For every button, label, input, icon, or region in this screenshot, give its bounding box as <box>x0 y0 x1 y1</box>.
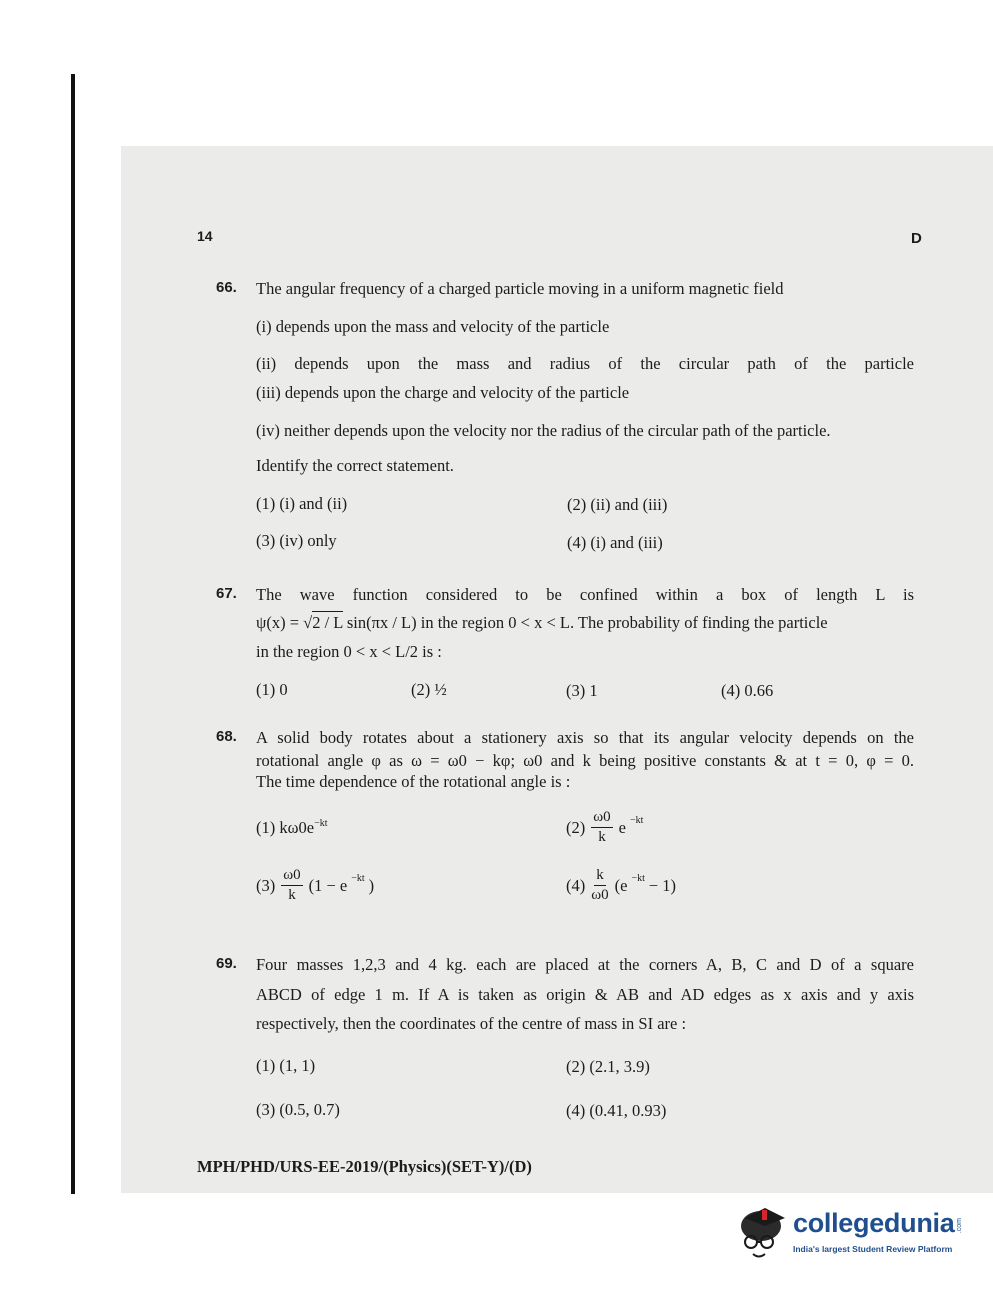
option-4[interactable]: (4) (0.41, 0.93) <box>566 1101 667 1120</box>
brand-suffix: .com <box>956 1218 963 1234</box>
option-2[interactable]: (2) (ii) and (iii) <box>567 495 668 514</box>
sqrt-argument: 2 / L <box>312 613 343 632</box>
fraction: $\frac{\omega 0}{k}$ <box>593 809 611 845</box>
expression: kω0e <box>279 818 315 837</box>
option-4[interactable]: (4) 0.66 <box>721 681 774 700</box>
question-stem-line-2: rotational angle φ as ω = ω0 − kφ; ω0 and k being positive constants & at t = 0, φ = 0. <box>256 751 914 770</box>
option-2[interactable]: (2) (2.1, 3.9) <box>566 1057 650 1076</box>
wave-function-rhs: sin(πx / L) in the region 0 < x < L. The probability of finding the particle <box>342 613 828 632</box>
option-2[interactable]: (2) $\frac{\omega 0}{k}$ e −kt <box>566 809 644 845</box>
question-number: 68. <box>216 728 237 745</box>
sqrt-symbol: √ <box>303 613 313 632</box>
question-stem: The angular frequency of a charged particle moving in a uniform magnetic field <box>256 279 784 298</box>
exam-code-footer: MPH/PHD/URS-EE-2019/(Physics)(SET-Y)/(D) <box>197 1157 532 1176</box>
brand-name: collegedunia <box>793 1208 955 1238</box>
question-stem-line-1: Four masses 1,2,3 and 4 kg. each are placed at the corners A, B, C and D of a square <box>256 955 914 974</box>
question-stem-line-2: ABCD of edge 1 m. If A is taken as origin & AB and AD edges as x axis and y axis <box>256 985 914 1004</box>
option-1[interactable]: (1) 0 <box>256 680 288 699</box>
question-stem-line-3: respectively, then the coordinates of the centre of mass in SI are : <box>256 1014 687 1033</box>
option-1[interactable]: (1) (1, 1) <box>256 1056 316 1075</box>
option-3[interactable]: (3) (0.5, 0.7) <box>256 1100 340 1119</box>
statement-iii: (iii) depends upon the charge and velocity of the particle <box>256 383 630 402</box>
question-stem-line-3: in the region 0 < x < L/2 is : <box>256 642 442 661</box>
question-stem-line-1: The wave function considered to be confined within a box of length L is <box>256 585 914 604</box>
set-letter: D <box>911 230 922 247</box>
option-2[interactable]: (2) ½ <box>411 680 447 699</box>
question-stem-line-3: The time dependence of the rotational angle is : <box>256 772 571 791</box>
option-4[interactable]: (4) $\frac{k}{\omega 0}$ (e −kt − 1) <box>566 867 677 903</box>
option-1[interactable]: (1) $k\omega 0e^{-kt}$ <box>256 818 328 837</box>
question-stem-line-1: A solid body rotates about a stationery axis so that its angular velocity depends on the <box>256 728 914 747</box>
brand-tagline: India's largest Student Review Platform <box>793 1244 953 1254</box>
statement-iv: (iv) neither depends upon the velocity nor the radius of the circular path of the particle. <box>256 421 831 440</box>
question-stem-line-2 <box>256 613 828 633</box>
question-number: 69. <box>216 955 237 972</box>
option-1[interactable]: (1) (i) and (ii) <box>256 494 348 513</box>
question-number: 67. <box>216 585 237 602</box>
fraction: $\frac{\omega 0}{k}$ <box>283 867 301 903</box>
scan-edge <box>71 74 75 1194</box>
option-3[interactable]: (3) $\frac{\omega 0}{k}$ (1 − e −kt ) <box>256 867 375 903</box>
exponent: −kt <box>314 818 328 829</box>
fraction: $\frac{k}{\omega 0}$ <box>591 867 609 903</box>
wave-function-lhs: ψ(x) = <box>256 613 304 632</box>
scanned-page <box>121 146 993 1193</box>
option-3[interactable]: (3) 1 <box>566 681 598 700</box>
statement-ii: (ii) depends upon the mass and radius of the circular path of the particle <box>256 354 914 373</box>
question-number: 66. <box>216 279 237 296</box>
question-instruction: Identify the correct statement. <box>256 456 454 475</box>
page-number: 14 <box>197 228 213 244</box>
option-3[interactable]: (3) (iv) only <box>256 531 337 550</box>
graduate-mascot-icon <box>735 1204 793 1264</box>
collegedunia-logo[interactable] <box>735 1200 965 1270</box>
statement-i: (i) depends upon the mass and velocity of the particle <box>256 317 610 336</box>
option-4[interactable]: (4) (i) and (iii) <box>567 533 663 552</box>
